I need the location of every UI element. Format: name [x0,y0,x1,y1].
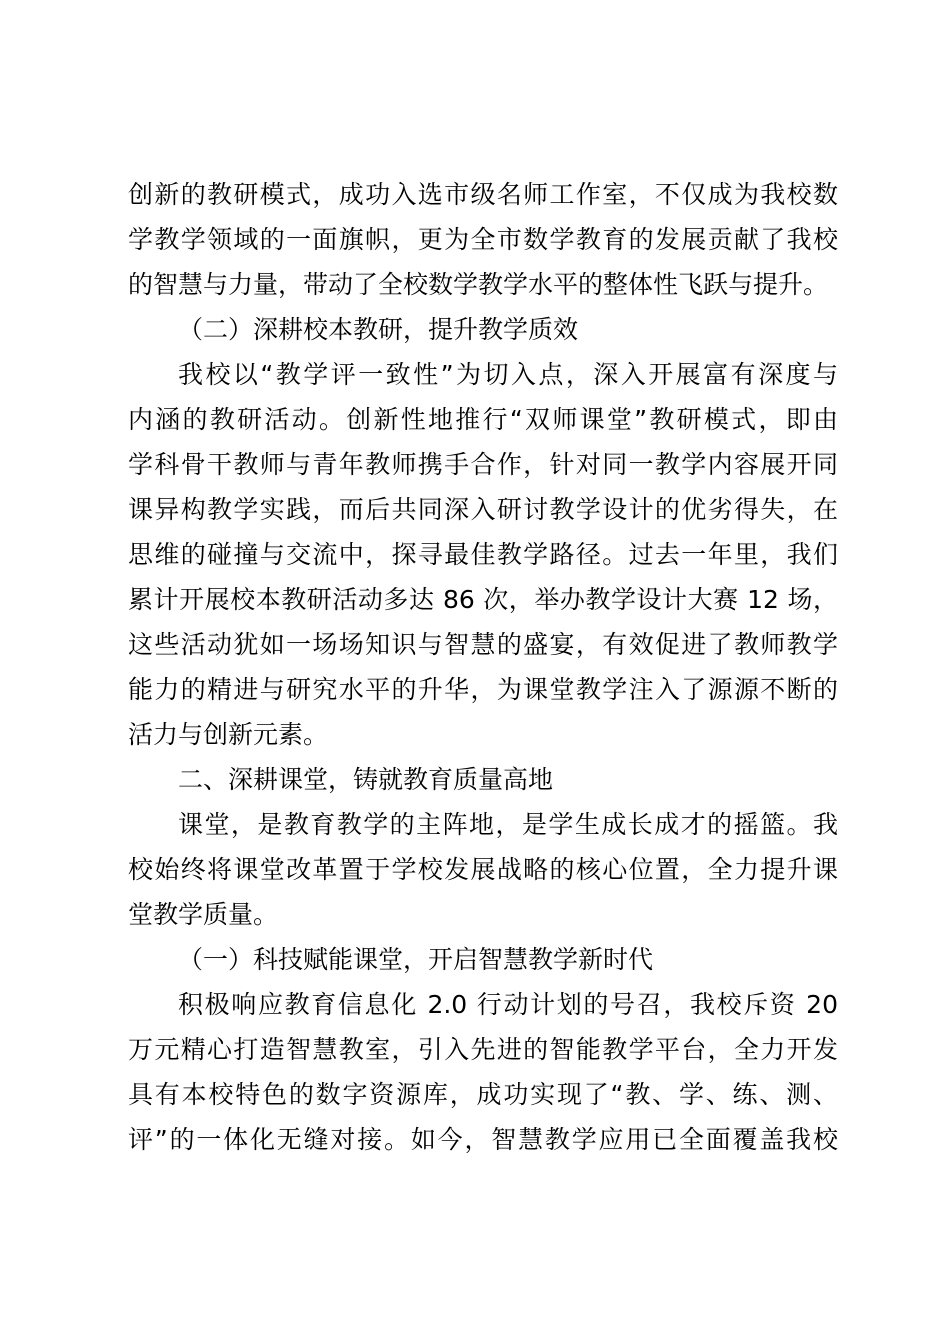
body-text-line: 的智慧与力量，带动了全校数学教学水平的整体性飞跃与提升。 [128,270,829,299]
body-text-line: 内涵的教研活动。创新性地推行“双师课堂”教研模式，即由 [128,405,838,434]
body-text-line: 万元精心打造智慧教室，引入先进的智能教学平台，全力开发 [128,1035,838,1064]
body-text-line: 能力的精进与研究水平的升华，为课堂教学注入了源源不断的 [128,675,838,704]
section-heading: （二）深耕校本教研，提升教学质效 [178,315,579,344]
body-text-line: 这些活动犹如一场场知识与智慧的盛宴，有效促进了教师教学 [128,630,838,659]
body-text-line: 课堂，是教育教学的主阵地，是学生成长成才的摇篮。我 [178,810,838,839]
body-text-line: 学科骨干教师与青年教师携手合作，针对同一教学内容展开同 [128,450,838,479]
body-text-line: 思维的碰撞与交流中，探寻最佳教学路径。过去一年里，我们 [128,540,838,569]
body-text-line: 学教学领域的一面旗帜，更为全市数学教育的发展贡献了我校 [128,225,838,254]
body-text-line: 活力与创新元素。 [128,720,329,749]
body-text-line: 校始终将课堂改革置于学校发展战略的核心位置，全力提升课 [128,855,838,884]
body-text-line: 累计开展校本教研活动多达 86 次，举办教学设计大赛 12 场， [128,585,838,614]
body-text-line: 评”的一体化无缝对接。如今，智慧教学应用已全面覆盖我校 [128,1125,838,1154]
body-text-line: 堂教学质量。 [128,900,279,929]
body-text-line: 创新的教研模式，成功入选市级名师工作室，不仅成为我校数 [128,180,838,209]
body-text-line: 具有本校特色的数字资源库，成功实现了“教、学、练、测、 [128,1080,838,1109]
body-text-line: 我校以“教学评一致性”为切入点，深入开展富有深度与 [178,360,838,389]
section-heading: （一）科技赋能课堂，开启智慧教学新时代 [178,945,654,974]
body-text-line: 课异构教学实践，而后共同深入研讨教学设计的优劣得失，在 [128,495,838,524]
section-heading: 二、深耕课堂，铸就教育质量高地 [178,765,554,794]
body-text-line: 积极响应教育信息化 2.0 行动计划的号召，我校斥资 20 [178,990,838,1019]
